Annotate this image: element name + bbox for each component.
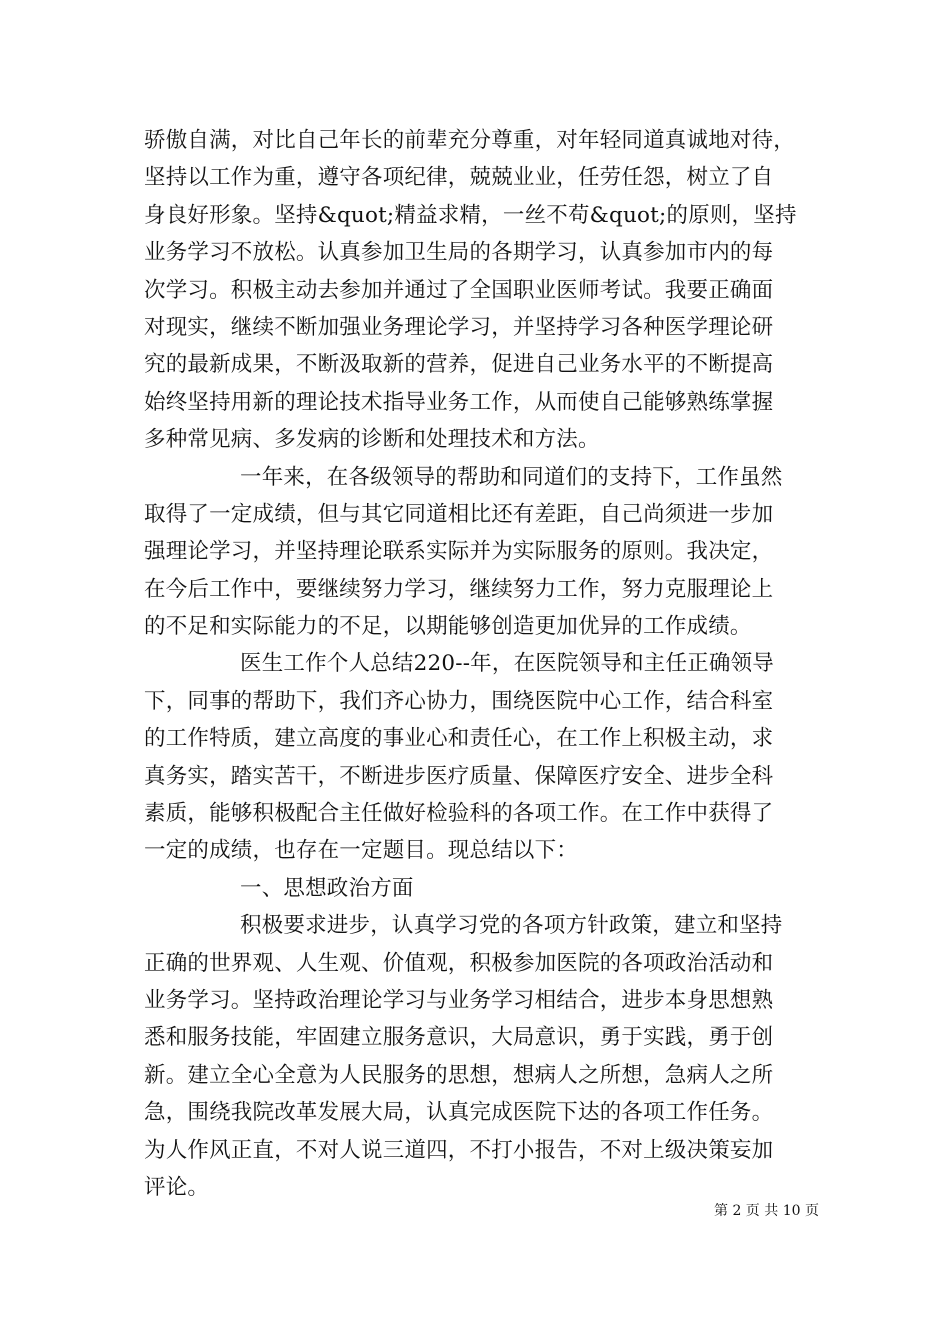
text-line: 强理论学习，并坚持理论联系实际并为实际服务的原则。我决定， — [144, 539, 774, 565]
text-line: 悉和服务技能，牢固建立服务意识，大局意识，勇于实践，勇于创 — [144, 1025, 774, 1051]
paragraph-start-line: 一年来，在各级领导的帮助和同道们的支持下，工作虽然 — [240, 464, 783, 490]
text-line: 的工作特质，建立高度的事业心和责任心，在工作上积极主动，求 — [144, 726, 774, 752]
text-line: 下，同事的帮助下，我们齐心协力，围绕医院中心工作，结合科室 — [144, 688, 774, 714]
text-line: 次学习。积极主动去参加并通过了全国职业医师考试。我要正确面 — [144, 277, 774, 303]
text-line: 取得了一定成绩，但与其它同道相比还有差距，自己尚须进一步加 — [144, 501, 774, 527]
text-line: 骄傲自满，对比自己年长的前辈充分尊重，对年轻同道真诚地对待， — [144, 128, 796, 153]
text-line: 正确的世界观、人生观、价值观，积极参加医院的各项政治活动和 — [144, 950, 774, 976]
text-line: 一定的成绩，也存在一定题目。现总结以下： — [144, 838, 579, 864]
text-line: 在今后工作中，要继续努力学习，继续努力工作，努力克服理论上 — [144, 576, 774, 602]
text-line: 评论。 — [144, 1174, 210, 1200]
text-line: 身良好形象。坚持&quot;精益求精，一丝不苟&quot;的原则，坚持 — [144, 202, 797, 228]
section-heading: 一、思想政治方面 — [240, 875, 414, 901]
text-line: 真务实，踏实苦干，不断进步医疗质量、保障医疗安全、进步全科 — [144, 763, 774, 789]
paragraph-start-line: 积极要求进步，认真学习党的各项方针政策，建立和坚持 — [240, 913, 783, 939]
text-line: 对现实，继续不断加强业务理论学习，并坚持学习各种医学理论研 — [144, 314, 774, 340]
text-line: 素质，能够积极配合主任做好检验科的各项工作。在工作中获得了 — [144, 801, 774, 827]
text-line: 业务学习不放松。认真参加卫生局的各期学习，认真参加市内的每 — [144, 240, 774, 266]
paragraph-start-line: 医生工作个人总结220--年，在医院领导和主任正确领导 — [240, 651, 774, 677]
text-line: 业务学习。坚持政治理论学习与业务学习相结合，进步本身思想熟 — [144, 987, 774, 1013]
document-body — [144, 122, 814, 1206]
text-line: 新。建立全心全意为人民服务的思想，想病人之所想，急病人之所 — [144, 1062, 774, 1088]
page-number-footer: 第 2 页 共 10 页 — [714, 1203, 819, 1219]
text-line: 为人作风正直，不对人说三道四，不打小报告，不对上级决策妄加 — [144, 1137, 774, 1163]
text-line: 究的最新成果，不断汲取新的营养，促进自己业务水平的不断提高 — [144, 352, 774, 378]
text-line: 急，围绕我院改革发展大局，认真完成医院下达的各项工作任务。 — [144, 1100, 774, 1126]
text-line: 的不足和实际能力的不足，以期能够创造更加优异的工作成绩。 — [144, 614, 752, 640]
text-line: 多种常见病、多发病的诊断和处理技术和方法。 — [144, 427, 600, 453]
text-line: 坚持以工作为重，遵守各项纪律，兢兢业业，任劳任怨，树立了自 — [144, 165, 774, 191]
text-line: 始终坚持用新的理论技术指导业务工作，从而使自己能够熟练掌握 — [144, 389, 774, 415]
